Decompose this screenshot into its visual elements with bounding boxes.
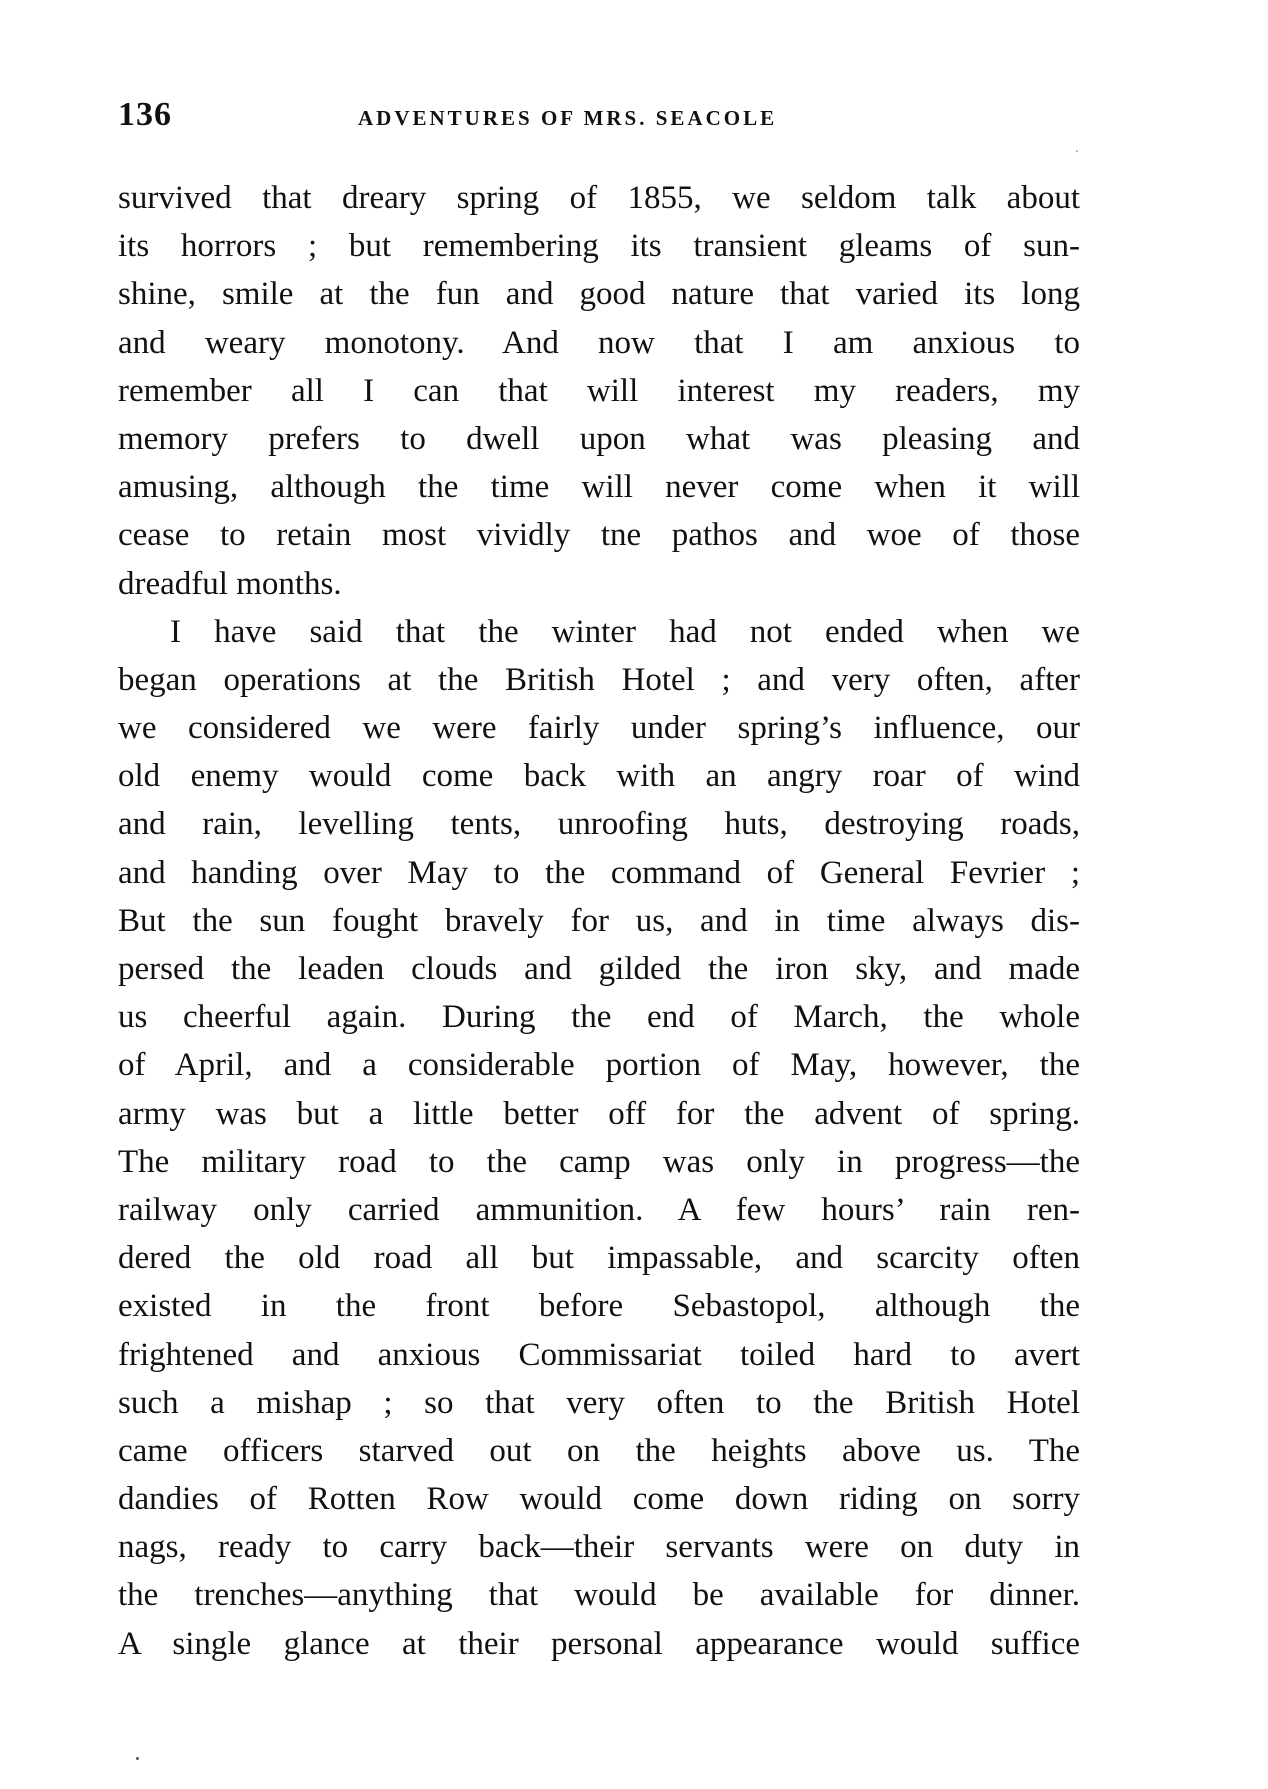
text-line: But the sun fought bravely for us, and in time always dis- xyxy=(118,902,1080,939)
text-line: dered the old road all but impassable, and scarcity often xyxy=(118,1240,1080,1277)
text-line: cease to retain most vividly tne pathos and woe of those xyxy=(118,517,1080,554)
text-line: and handing over May to the command of General Fevrier ; xyxy=(118,854,1080,891)
text-line: we considered we were fairly under spring’s influence, our xyxy=(118,710,1080,747)
text-line: old enemy would come back with an angry roar of wind xyxy=(118,758,1080,795)
text-line: railway only carried ammunition. A few hours’ rain ren- xyxy=(118,1191,1080,1228)
paper-speck xyxy=(1076,150,1078,152)
text-line: and rain, levelling tents, unroofing huts, destroying roads, xyxy=(118,806,1080,843)
text-line: of April, and a considerable portion of May, however, the xyxy=(118,1047,1080,1084)
text-line: remember all I can that will interest my readers, my xyxy=(118,372,1080,409)
text-line: the trenches—anything that would be available for dinner. xyxy=(118,1577,1080,1614)
text-line: survived that dreary spring of 1855, we seldom talk about xyxy=(118,180,1080,216)
text-line: army was but a little better off for the advent of spring. xyxy=(118,1095,1080,1132)
text-line: persed the leaden clouds and gilded the iron sky, and made xyxy=(118,951,1080,987)
text-line: came officers starved out on the heights above us. The xyxy=(118,1432,1080,1469)
text-line: and weary monotony. And now that I am anxious to xyxy=(118,324,1080,361)
text-line: frightened and anxious Commissariat toiled hard to avert xyxy=(118,1336,1080,1373)
paragraph-start-line: I have said that the winter had not ended when we xyxy=(170,613,1080,650)
text-line: its horrors ; but remembering its transient gleams of sun- xyxy=(118,228,1080,265)
text-line: us cheerful again. During the end of March, the whole xyxy=(118,999,1080,1036)
text-line: such a mishap ; so that very often to the British Hotel xyxy=(118,1384,1080,1421)
text-line: A single glance at their personal appearance would suffice xyxy=(118,1625,1080,1662)
text-line: The military road to the camp was only in progress—the xyxy=(118,1143,1080,1180)
page-number: 136 xyxy=(118,96,172,133)
paper-speck xyxy=(136,1757,139,1760)
text-line: shine, smile at the fun and good nature that varied its long xyxy=(118,276,1080,313)
running-head: ADVENTURES OF MRS. SEACOLE xyxy=(358,106,778,130)
text-line: memory prefers to dwell upon what was pleasing and xyxy=(118,420,1080,457)
page-header xyxy=(118,96,1080,144)
paragraph-end-line: dreadful months. xyxy=(118,565,342,602)
text-line: existed in the front before Sebastopol, although the xyxy=(118,1288,1080,1325)
body-text xyxy=(118,174,1080,1668)
text-line: amusing, although the time will never come when it will xyxy=(118,469,1080,506)
text-line: nags, ready to carry back—their servants were on duty in xyxy=(118,1529,1080,1566)
text-line: began operations at the British Hotel ; and very often, after xyxy=(118,661,1080,698)
text-line: dandies of Rotten Row would come down riding on sorry xyxy=(118,1481,1080,1518)
